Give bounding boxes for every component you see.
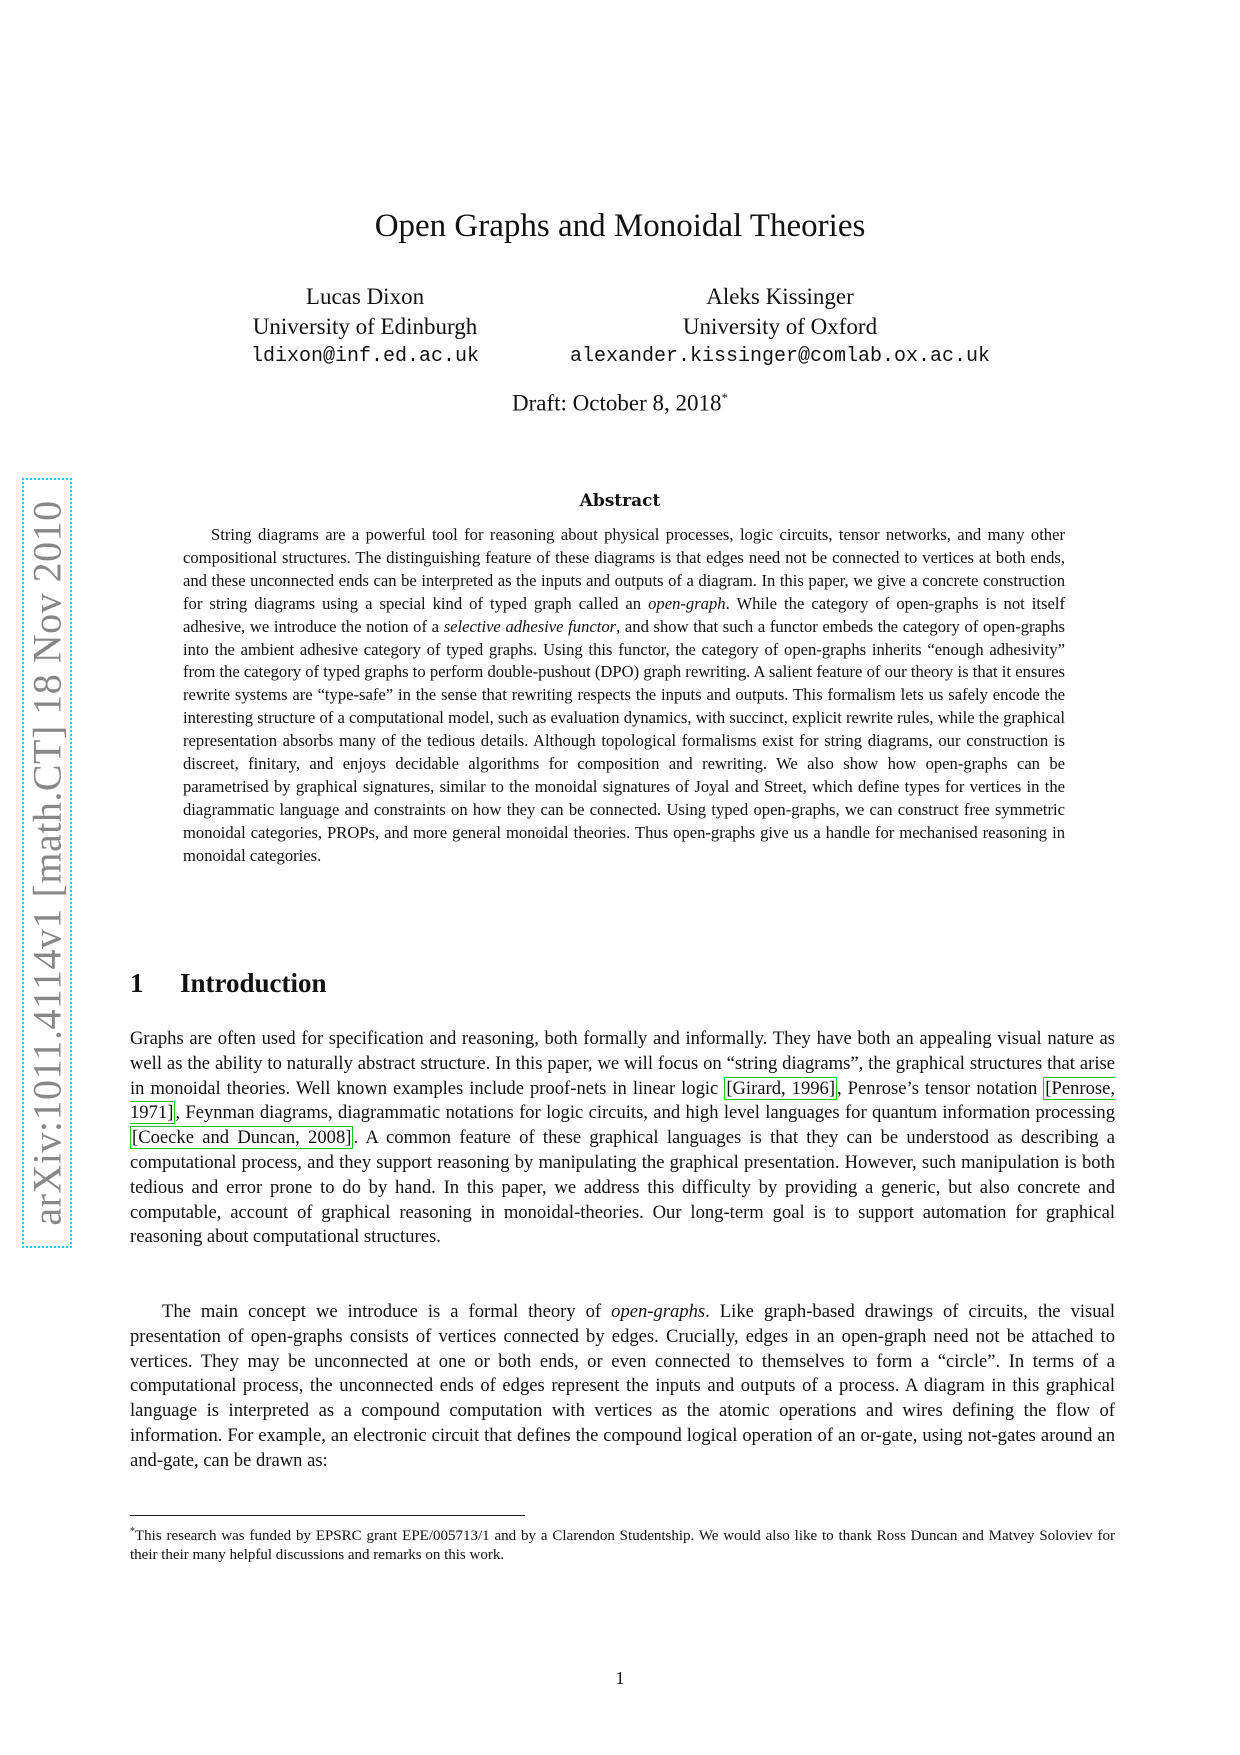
abstract-segment: . While the category of open-graphs is not itself adhesive, we introduce the notion of a [183,593,1065,636]
draft-date [0,390,1240,417]
abstract-emphasis: selective adhesive functor [443,616,617,636]
author-email[interactable]: alexander.kissinger@comlab.ox.ac.uk [569,345,991,368]
abstract-text [183,524,1065,868]
draft-footnote-mark[interactable]: * [721,390,728,405]
abstract-segment: String diagrams are a powerful tool for reasoning about physical processes, logic circuits, tensor networks, and many other compositional structures. The distinguishing feature of these diagrams is that edges need not be connected to vertices at both ends, and these unconnected ends can be interpreted as the inputs and outputs of a diagram. In this paper, we give a concrete construction for string diagrams using a special kind of typed graph called an [183,525,1065,613]
intro-paragraph-2 [130,1300,1115,1474]
author-affiliation: University of Oxford [682,314,878,339]
citation-link[interactable]: [Girard, 1996] [726,1077,836,1099]
intro-paragraph-1 [130,1027,1115,1250]
text-segment: , Feynman diagrams, diagrammatic notations for logic circuits, and high level languages for quantum information processing [175,1102,1115,1124]
footnote-text: This research was funded by EPSRC grant EPE/005713/1 and by a Clarendon Studentship. We would also like to thank Ross Duncan and Matvey Soloviev for their their many helpful discussions and remarks on this work. [130,1528,1115,1563]
text-segment: . A common feature of these graphical languages is that they can be understood as describing a computational process, and they support reasoning by manipulating the graphical presentation. However, such manipulation is both tedious and error prone to do by hand. In this paper, we address this difficulty by providing a generic, but also concrete and computable, account of graphical reasoning in monoidal-theories. Our long-term goal is to support automation for graphical reasoning about computational structures. [130,1127,1115,1248]
footnote-divider [130,1515,525,1516]
text-segment: . Like graph-based drawings of circuits, the visual presentation of open-graphs consists of vertices connected by edges. Crucially, edges in an open-graph need not be attached to vertices. They may be unconnected at one or both ends, or even connected to themselves to form a “circle”. In terms of a computational process, the unconnected ends of edges represent the inputs and outputs of a process. A diagram in this graphical language is interpreted as a compound computation with vertices as the atomic operations and wires defining the flow of information. For example, an electronic circuit that defines the compound logical operation of an or-gate, using not-gates around an and-gate, can be drawn as: [130,1301,1115,1471]
arxiv-stamp[interactable] [22,478,72,1248]
paper-title: Open Graphs and Monoidal Theories [374,208,866,244]
text-segment: The main concept we introduce is a formal theory of [162,1301,612,1322]
footnote [130,1522,1115,1565]
citation-link[interactable]: [Coecke and Duncan, 2008] [132,1127,352,1149]
section-heading [130,968,327,999]
section-number: 1 [130,968,144,998]
abstract-emphasis: open-graph [648,593,726,613]
page-number: 1 [615,1668,625,1688]
author-name: Lucas Dixon [305,284,425,309]
section-title: Introduction [180,968,327,998]
text-segment: , Penrose’s tensor notation [837,1077,1044,1099]
author-block-2 [545,282,1015,372]
footnote-mark: * [130,1526,135,1537]
draft-text: Draft: October 8, 2018 [512,390,722,416]
text-segment: Graphs are often used for specification and reasoning, both formally and informally. They have both an appealing visual nature as well as the ability to naturally abstract structure. In this paper, we will focus on “string diagrams”, the graphical structures that arise in monoidal theories. Well known examples include proof-nets in linear logic [130,1028,1115,1099]
author-block-1 [205,282,525,372]
text-emphasis: open-graphs [611,1301,706,1322]
abstract-segment: , and show that such a functor embeds the category of open-graphs into the ambient adhesive category of typed graphs. Using this functor, the category of open-graphs inherits “enough adhesivity” from the category of typed graphs to perform double-pushout (DPO) graph rewriting. A salient feature of our theory is that it ensures rewrite systems are “type-safe” in the sense that rewriting respects the inputs and outputs. This formalism lets us safely encode the interesting structure of a computational model, such as evaluation dynamics, with succinct, explicit rewrite rules, while the graphical representation absorbs many of the tedious details. Although topological formalisms exist for string diagrams, our construction is discreet, finitary, and enjoys decidable algorithms for composition and rewriting. We also show how open-graphs can be parametrised by graphical signatures, similar to the monoidal signatures of Joyal and Street, which define types for vertices in the diagrammatic language and constraints on how they can be connected. Using typed open-graphs, we can construct free symmetric monoidal categories, PROPs, and more general monoidal theories. Thus open-graphs give us a handle for mechanised reasoning in monoidal categories. [183,616,1065,865]
arxiv-identifier[interactable]: arXiv:1011.4114v1 [math.CT] 18 Nov 2010 [24,500,70,1226]
author-affiliation: University of Edinburgh [252,314,478,339]
citation-link[interactable]: [Penrose, 1971] [130,1077,1116,1124]
author-email[interactable]: ldixon@inf.ed.ac.uk [250,345,480,368]
author-name: Aleks Kissinger [706,284,854,309]
abstract-heading: Abstract [579,491,661,511]
